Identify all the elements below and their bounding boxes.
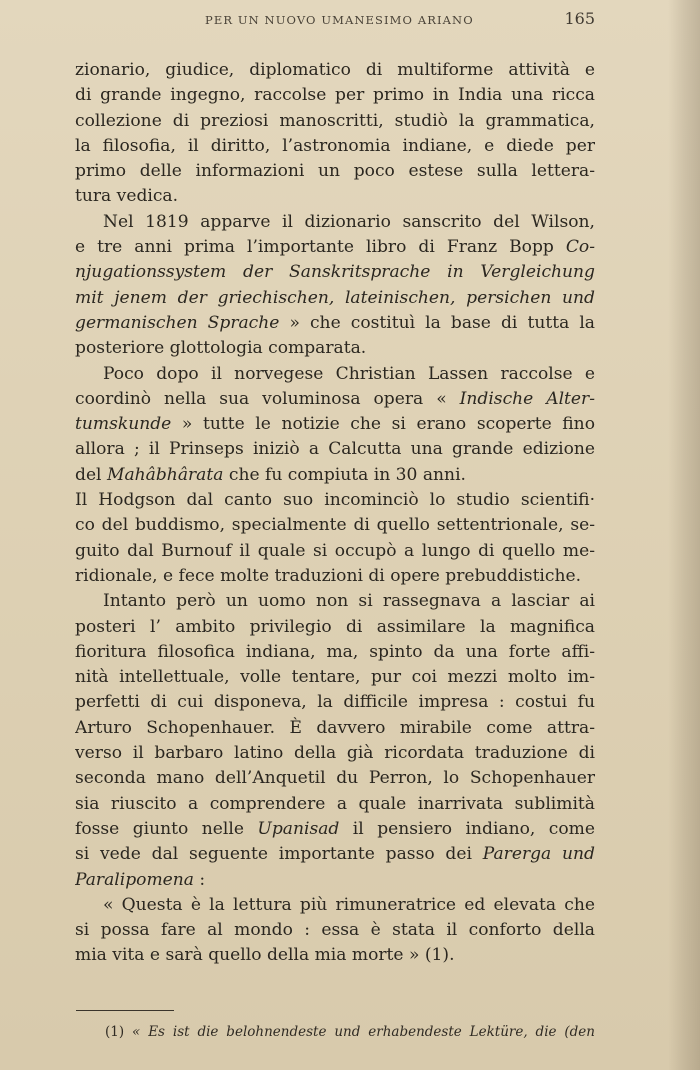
body-text [75,58,595,969]
text-line: tura vedica. [75,186,179,207]
footnote-text: « Es ist die belohnendeste und erhabendeste Lektüre, die (den [132,1024,595,1040]
text-line: mia vita e sarà quello della mia morte » (1). [75,945,455,966]
text-line: sia riuscito a comprendere a quale inarrivata sublimità [75,793,595,814]
text-line: Il Hodgson dal canto suo incominciò lo studio scientifi· [75,490,595,511]
text-line: perfetti di cui disponeva, la difficile impresa : costui fu [75,692,595,713]
page-number: 165 [564,9,595,28]
text-line: guito dal Burnouf il quale si occupò a lungo di quello me- [75,540,595,561]
text-line: Nel 1819 apparve il dizionario sanscrito del Wilson, [103,211,595,232]
text-line: Intanto però un uomo non si rassegnava a lasciar ai [103,591,595,612]
text-line: fioritura filosofica indiana, ma, spinto da una forte affi- [75,641,595,662]
text-line: mit jenem der griechischen, lateinischen, persichen und [75,287,595,308]
footnote-marker: (1) [105,1024,133,1040]
text-line: nità intellettuale, volle tentare, pur coi mezzi molto im- [75,667,595,688]
text-line: tumskunde » tutte le notizie che si erano scoperte fino [75,414,595,435]
text-line: primo delle informazioni un poco estese sulla lettera- [75,161,595,182]
footnote-rule [76,1010,174,1011]
text-line: « Questa è la lettura più rimuneratrice ed elevata che [103,894,595,915]
text-line: Poco dopo il norvegese Christian Lassen raccolse e [103,363,595,384]
text-line: Arturo Schopenhauer. È davvero mirabile come attra- [75,717,595,738]
text-line: coordinò nella sua voluminosa opera « Indische Alter- [75,388,595,409]
text-line: e tre anni prima l’importante libro di Franz Bopp Co- [75,237,595,258]
text-line: ridionale, e fece molte traduzioni di opere prebuddistiche. [75,565,582,586]
text-line: posteriore glottologia comparata. [75,338,367,359]
text-line: zionario, giudice, diplomatico di multiforme attività e [75,60,595,80]
text-line: njugationssystem der Sanskritsprache in Vergleichung [75,262,595,283]
text-line: si vede dal seguente importante passo dei Parerga und [75,844,595,865]
text-line: posteri l’ ambito privilegio di assimilare la magnifica [75,616,595,637]
running-head: PER UN NUOVO UMANESIMO ARIANO [205,13,474,27]
text-line: allora ; il Prinseps iniziò a Calcutta una grande edizione [75,439,595,460]
text-line: seconda mano dell’Anquetil du Perron, lo Schopenhauer [75,768,595,789]
text-line: verso il barbaro latino della già ricordata traduzione di [75,743,595,764]
text-line: Paralipomena : [75,869,206,890]
text-line: fosse giunto nelle Upanisad il pensiero indiano, come [75,818,595,839]
text-line: co del buddismo, specialmente di quello settentrionale, se- [75,515,595,536]
text-line: la filosofia, il diritto, l’astronomia indiane, e diede per [75,135,595,156]
footnote [105,1024,595,1040]
text-line: si possa fare al mondo : essa è stata il conforto della [75,920,595,941]
text-line: collezione di preziosi manoscritti, studiò la grammatica, [75,110,595,131]
text-line: del Mahâbhârata che fu compiuta in 30 anni. [75,464,466,485]
text-line: di grande ingegno, raccolse per primo in India una ricca [75,85,595,106]
text-line: germanischen Sprache » che costituì la base di tutta la [75,312,595,333]
